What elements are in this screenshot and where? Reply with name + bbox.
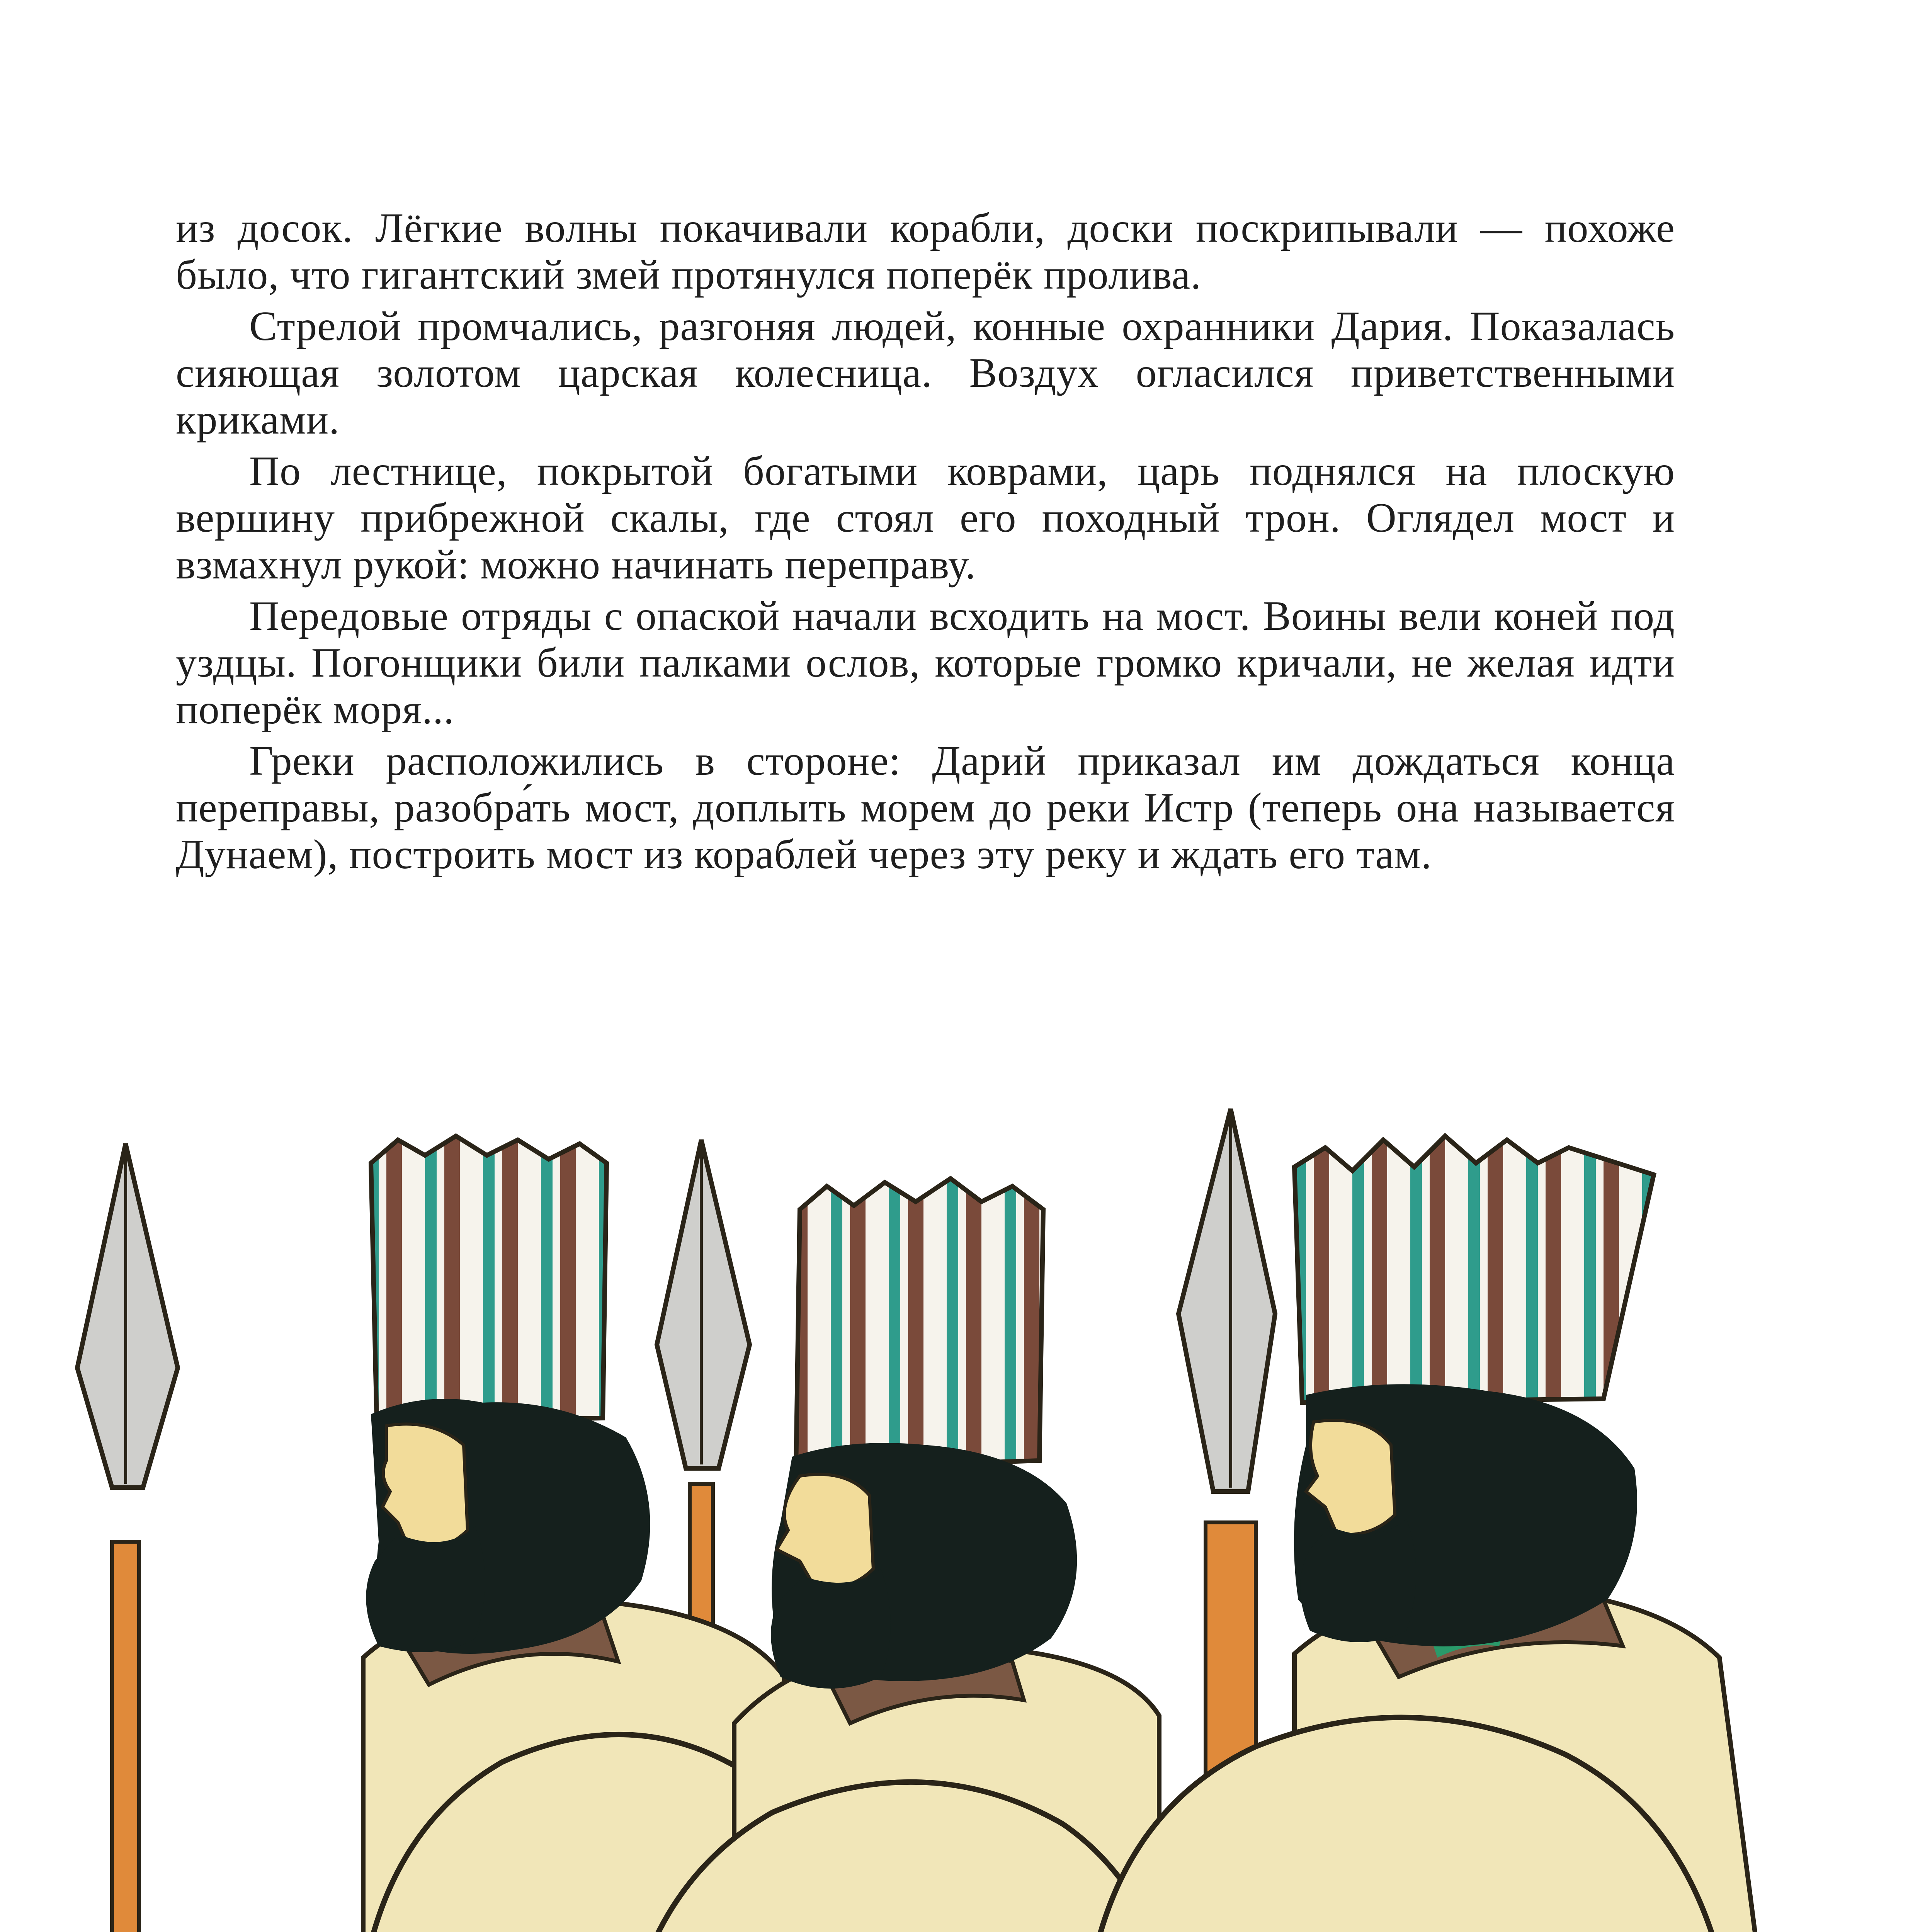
spear-right	[1178, 1109, 1275, 1774]
story-text	[176, 205, 1675, 883]
paragraph-1: из досок. Лёгкие волны покачивали корабли, доски поскрипывали — похоже было, что гигантский змей протянулся поперёк пролива.	[176, 205, 1675, 298]
spear-left	[77, 1144, 178, 1932]
paragraph-2: Стрелой промчались, разгоняя людей, конные охранники Дария. Показалась сияющая золотом царская колесница. Воздух огласился приветственными криками.	[176, 303, 1675, 443]
paragraph-4: Передовые отряды с опаской начали всходить на мост. Воины вели коней под уздцы. Погонщики били палками ослов, которые громко кричали, не желая идти поперёк моря...	[176, 593, 1675, 733]
paragraph-5: Греки расположились в стороне: Дарий приказал им дождаться конца переправы, разобра́ть мост, доплыть морем до реки Истр (теперь она называется Дунаем), построить мост из кораблей через эту реку и ждать его там.	[176, 738, 1675, 878]
persian-warriors-illustration	[0, 1097, 1925, 1932]
paragraph-3: По лестнице, покрытой богатыми коврами, царь поднялся на плоскую вершину прибрежной скалы, где стоял его походный трон. Оглядел мост и взмахнул рукой: можно начинать переправу.	[176, 448, 1675, 588]
